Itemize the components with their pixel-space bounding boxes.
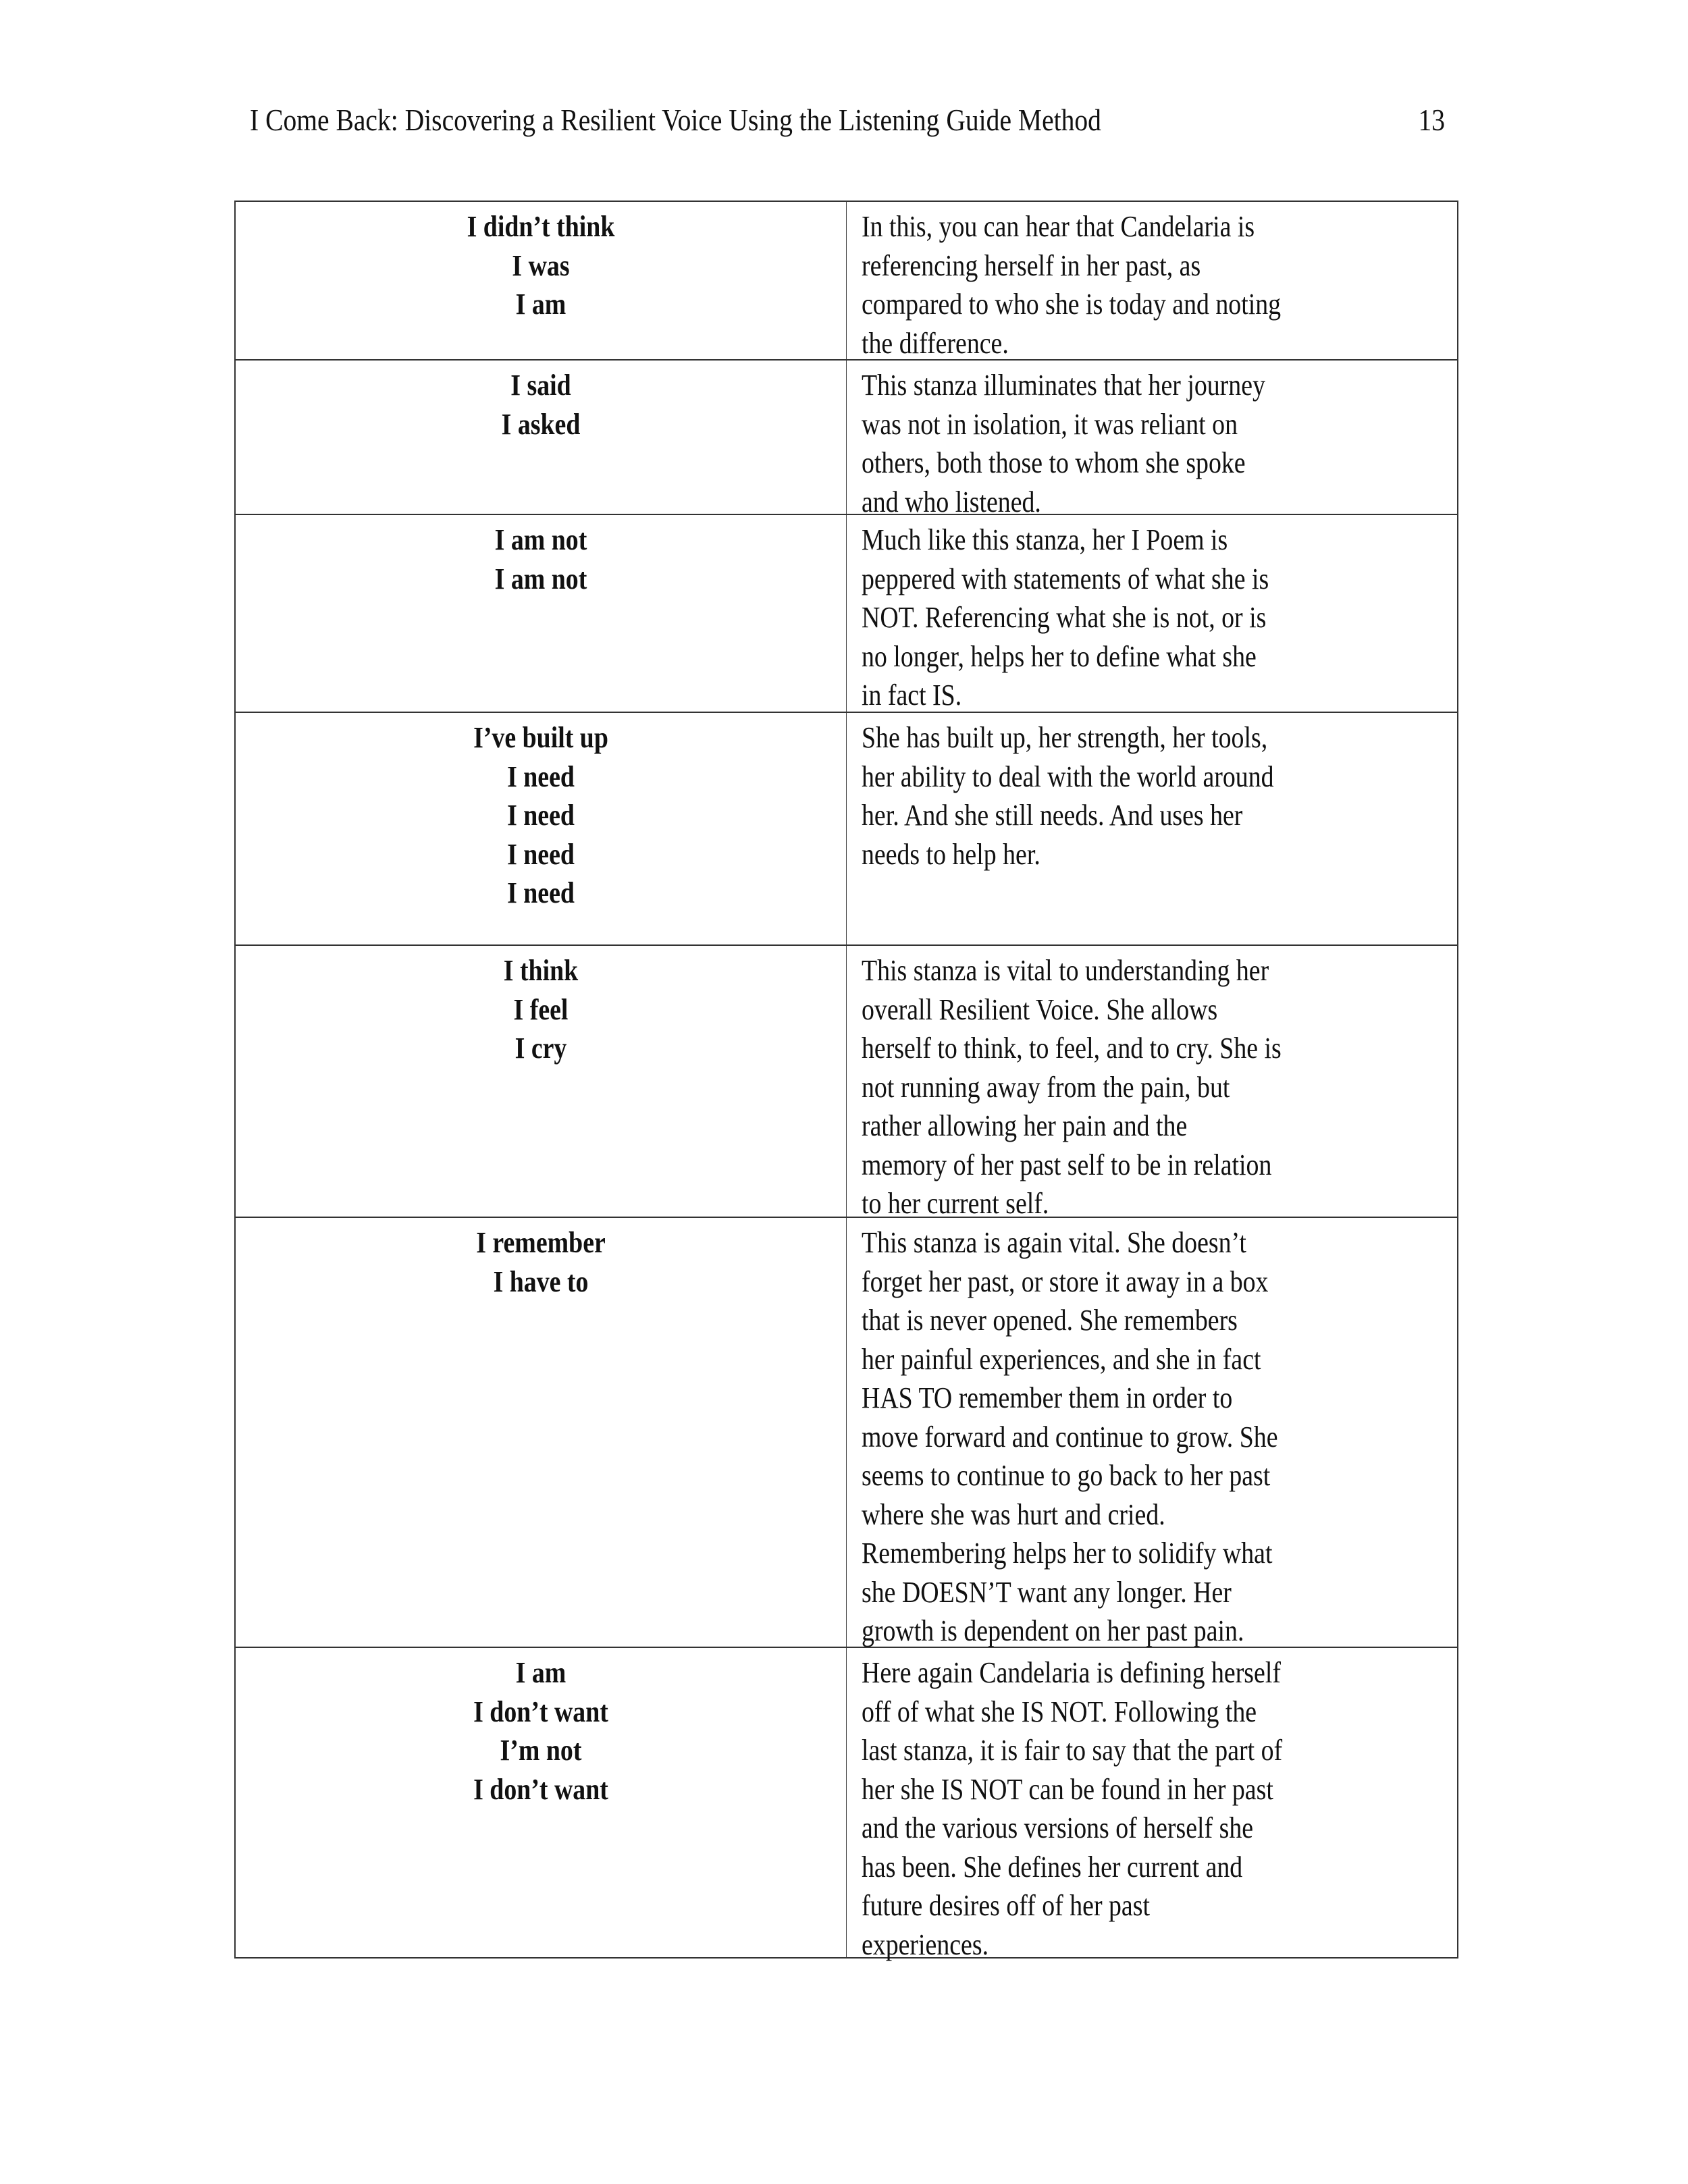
interpretation-cell — [847, 361, 1457, 518]
interpretation-line: future desires off of her past — [862, 1889, 1150, 1922]
i-poem-stanza-cell — [236, 361, 847, 514]
interpretation-line: Remembering helps her to solidify what — [862, 1537, 1273, 1570]
interpretation-line: to her current self. — [862, 1187, 1049, 1220]
interpretation-line: compared to who she is today and noting — [862, 288, 1282, 321]
i-poem-line: I’m not — [500, 1734, 582, 1767]
i-poem-line: I was — [512, 248, 570, 282]
interpretation-line: needs to help her. — [862, 837, 1040, 871]
interpretation-line: NOT. Referencing what she is not, or is — [862, 601, 1267, 634]
interpretation-cell — [847, 515, 1457, 712]
interpretation-line: was not in isolation, it was reliant on — [862, 407, 1238, 441]
table-row — [236, 712, 1457, 944]
interpretation-line: her she IS NOT can be found in her past — [862, 1772, 1273, 1806]
i-poem-stanza-cell — [236, 1218, 847, 1647]
interpretation-line: rather allowing her pain and the — [862, 1109, 1188, 1142]
i-poem-line: I am — [515, 1656, 566, 1689]
i-poem-line: I need — [507, 760, 575, 793]
table-row — [236, 1647, 1457, 1961]
interpretation-line: growth is dependent on her past pain. — [862, 1614, 1244, 1647]
running-header-title: I Come Back: Discovering a Resilient Voice Using the Listening Guide Method — [250, 103, 1101, 137]
i-poem-stanza-cell — [236, 202, 847, 359]
interpretation-cell — [847, 1218, 1457, 1647]
table-row — [236, 202, 1457, 359]
interpretation-line: In this, you can hear that Candelaria is — [862, 210, 1255, 243]
i-poem-stanza-cell — [236, 713, 847, 944]
interpretation-cell — [847, 1648, 1457, 1961]
interpretation-line: her. And she still needs. And uses her — [862, 799, 1243, 832]
table-row — [236, 359, 1457, 518]
i-poem-line: I have to — [493, 1264, 589, 1298]
interpretation-line: This stanza is again vital. She doesn’t — [862, 1226, 1246, 1259]
interpretation-line: herself to think, to feel, and to cry. She is — [862, 1032, 1282, 1065]
interpretation-line: where she was hurt and cried. — [862, 1497, 1165, 1531]
i-poem-analysis-table — [234, 201, 1458, 1959]
interpretation-line: others, both those to whom she spoke — [862, 446, 1246, 479]
i-poem-line: I need — [507, 837, 575, 871]
interpretation-line: peppered with statements of what she is — [862, 562, 1269, 595]
table-row — [236, 1217, 1457, 1647]
running-header — [250, 100, 1445, 140]
table-row — [236, 514, 1457, 712]
i-poem-line: I don’t want — [473, 1695, 608, 1728]
interpretation-line: This stanza is vital to understanding her — [862, 954, 1269, 987]
interpretation-cell — [847, 713, 1457, 944]
interpretation-cell — [847, 946, 1457, 1220]
i-poem-line: I cry — [515, 1032, 567, 1065]
i-poem-stanza-cell — [236, 515, 847, 712]
i-poem-line: I am not — [494, 523, 587, 556]
page-number: 13 — [1418, 103, 1445, 137]
i-poem-line: I asked — [501, 407, 581, 441]
i-poem-line: I need — [507, 799, 575, 832]
interpretation-line: not running away from the pain, but — [862, 1070, 1230, 1104]
i-poem-line: I’ve built up — [473, 721, 608, 754]
interpretation-cell — [847, 202, 1457, 359]
interpretation-line: experiences. — [862, 1927, 989, 1961]
interpretation-line: HAS TO remember them in order to — [862, 1381, 1233, 1414]
interpretation-line: forget her past, or store it away in a box — [862, 1264, 1269, 1298]
interpretation-line: This stanza illuminates that her journey — [862, 369, 1265, 402]
interpretation-line: memory of her past self to be in relation — [862, 1148, 1272, 1181]
interpretation-line: move forward and continue to grow. She — [862, 1420, 1278, 1454]
interpretation-line: in fact IS. — [862, 678, 962, 712]
interpretation-line: overall Resilient Voice. She allows — [862, 992, 1218, 1026]
interpretation-line: Much like this stanza, her I Poem is — [862, 523, 1228, 556]
interpretation-line: her ability to deal with the world around — [862, 760, 1274, 793]
interpretation-line: Here again Candelaria is defining herself — [862, 1656, 1281, 1689]
interpretation-line: that is never opened. She remembers — [862, 1304, 1238, 1337]
i-poem-stanza-cell — [236, 1648, 847, 1957]
interpretation-line: she DOESN’T want any longer. Her — [862, 1575, 1232, 1609]
i-poem-line: I didn’t think — [467, 210, 615, 243]
interpretation-line: off of what she IS NOT. Following the — [862, 1695, 1257, 1728]
i-poem-line: I feel — [513, 992, 569, 1026]
i-poem-line: I am not — [494, 562, 587, 595]
i-poem-stanza-cell — [236, 946, 847, 1217]
interpretation-line: referencing herself in her past, as — [862, 248, 1201, 282]
interpretation-line: the difference. — [862, 326, 1009, 360]
interpretation-line: no longer, helps her to define what she — [862, 639, 1257, 673]
interpretation-line: has been. She defines her current and — [862, 1850, 1243, 1884]
interpretation-line: and the various versions of herself she — [862, 1811, 1254, 1844]
interpretation-line: her painful experiences, and she in fact — [862, 1342, 1261, 1376]
i-poem-line: I am — [515, 288, 566, 321]
interpretation-line: She has built up, her strength, her tools, — [862, 721, 1268, 754]
interpretation-line: and who listened. — [862, 485, 1041, 518]
i-poem-line: I think — [503, 954, 579, 987]
interpretation-line: last stanza, it is fair to say that the part of — [862, 1734, 1283, 1767]
i-poem-line: I need — [507, 876, 575, 909]
i-poem-line: I said — [510, 369, 571, 402]
i-poem-line: I don’t want — [473, 1772, 608, 1806]
interpretation-line: seems to continue to go back to her past — [862, 1459, 1271, 1492]
i-poem-line: I remember — [476, 1226, 606, 1259]
table-row — [236, 944, 1457, 1220]
